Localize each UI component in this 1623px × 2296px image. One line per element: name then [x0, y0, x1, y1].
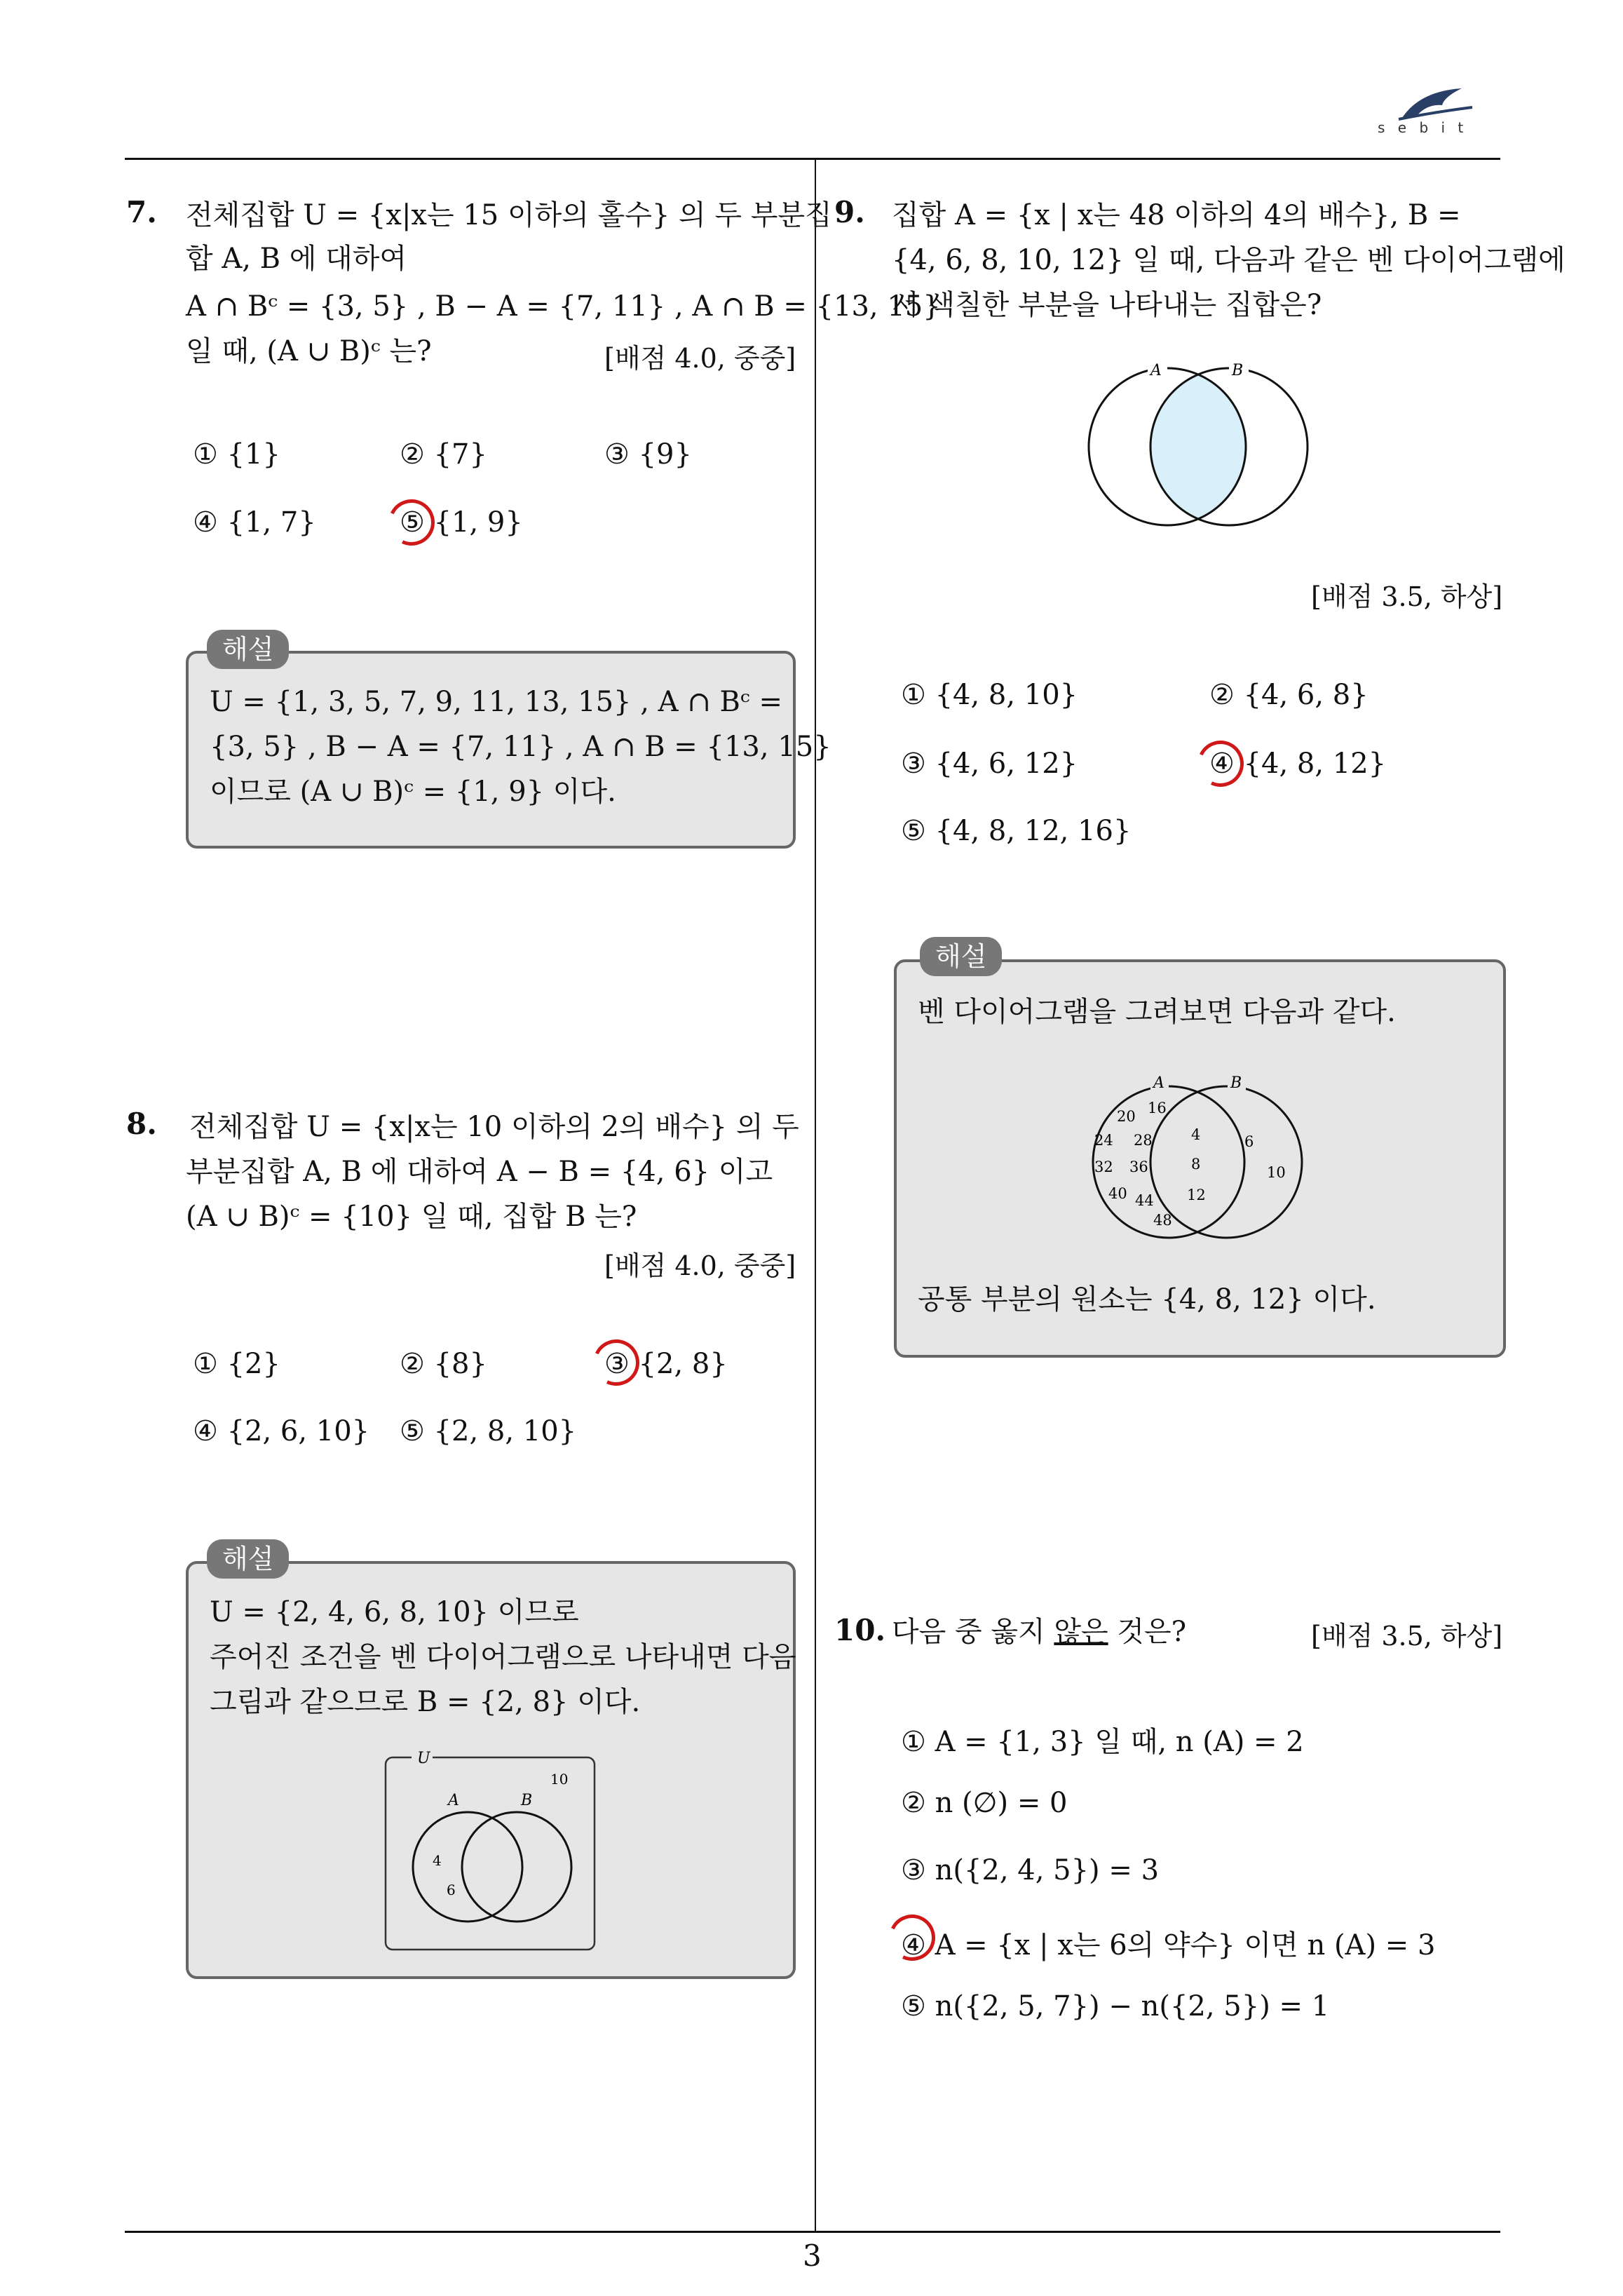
q9-sol-label-A: A — [1153, 1074, 1164, 1092]
q9-sol-a-only-5: 36 — [1129, 1159, 1148, 1175]
q8-venn-label-A: A — [448, 1792, 459, 1809]
q10-choice-2[interactable]: ② n (∅) = 0 — [901, 1787, 1068, 1819]
q8-solution-line-3: 그림과 같으므로 B = {2, 8} 이다. — [210, 1686, 641, 1718]
q9-sol-a-only-1: 16 — [1148, 1100, 1167, 1116]
q10-choice-4[interactable]: ④ A = {x | x는 6의 약수} 이면 n (A) = 3 — [901, 1929, 1436, 1961]
header-rule — [125, 158, 1500, 160]
q8-venn-label-B: B — [521, 1792, 533, 1809]
q8-solution-tag: 해설 — [207, 1539, 289, 1579]
q9-sol-b-only-0: 6 — [1244, 1133, 1254, 1150]
q8-line-3: (A ∪ B)ᶜ = {10} 일 때, 집합 B 는? — [186, 1201, 637, 1233]
q7-solution-line-1: U = {1, 3, 5, 7, 9, 11, 13, 15} , A ∩ Bᶜ = — [210, 686, 782, 718]
q9-sol-common-1: 8 — [1191, 1156, 1201, 1173]
q8-venn-a-only-1: 6 — [447, 1882, 456, 1898]
q9-answer-mark — [1191, 734, 1251, 794]
q10-choice-3[interactable]: ③ n({2, 4, 5}) = 3 — [901, 1854, 1160, 1886]
q7-choice-1[interactable]: ① {1} — [193, 438, 280, 471]
q9-choice-2[interactable]: ② {4, 6, 8} — [1209, 679, 1369, 711]
q9-sol-common-0: 4 — [1191, 1126, 1201, 1143]
q8-venn-outside: 10 — [550, 1771, 569, 1788]
q9-sol-a-only-8: 48 — [1153, 1212, 1172, 1229]
q10-stem-after: 것은? — [1108, 1616, 1187, 1648]
q9-sol-b-only-1: 10 — [1267, 1164, 1286, 1181]
q8-solution-line-1: U = {2, 4, 6, 8, 10} 이므로 — [210, 1596, 579, 1628]
q8-score: [배점 4.0, 중중] — [604, 1250, 796, 1281]
q10-stem-underlined: 않은 — [1054, 1616, 1108, 1648]
q7-choice-3[interactable]: ③ {9} — [604, 438, 692, 471]
q7-solution-line-2: {3, 5} , B − A = {7, 11} , A ∩ B = {13, 15} — [210, 731, 831, 763]
q9-solution-line-1: 벤 다이어그램을 그려보면 다음과 같다. — [918, 996, 1396, 1028]
q10-number: 10. — [834, 1613, 886, 1647]
q10-choice-1[interactable]: ① A = {1, 3} 일 때, n (A) = 2 — [901, 1726, 1304, 1758]
q7-score: [배점 4.0, 중중] — [604, 343, 796, 374]
q7-line-1: 전체집합 U = {x|x는 15 이하의 홀수} 의 두 부분집 — [186, 199, 832, 231]
q8-solution-venn-diagram — [383, 1748, 597, 1952]
column-divider — [815, 160, 816, 2232]
q9-sol-a-only-6: 40 — [1108, 1185, 1127, 1202]
q9-venn-diagram — [1069, 354, 1329, 533]
q7-solution-line-3: 이므로 (A ∪ B)ᶜ = {1, 9} 이다. — [210, 776, 616, 808]
logo-text: s e b i t — [1378, 119, 1468, 136]
q8-line-2: 부분집합 A, B 에 대하여 A − B = {4, 6} 이고 — [186, 1156, 773, 1188]
q8-venn-label-U: U — [417, 1750, 430, 1767]
footer-rule — [125, 2231, 1500, 2233]
q8-solution-line-2: 주어진 조건을 벤 다이어그램으로 나타내면 다음 — [210, 1641, 796, 1673]
q7-solution-box — [186, 651, 831, 849]
q9-sol-common-2: 12 — [1187, 1187, 1206, 1203]
q9-sol-label-B: B — [1230, 1074, 1242, 1092]
q8-choice-5[interactable]: ⑤ {2, 8, 10} — [400, 1415, 577, 1447]
q10-choice-5[interactable]: ⑤ n({2, 5, 7}) − n({2, 5}) = 1 — [901, 1990, 1330, 2022]
q9-choice-4[interactable]: ④ {4, 8, 12} — [1209, 748, 1387, 780]
q9-solution-box — [894, 959, 1506, 1358]
q9-sol-a-only-7: 44 — [1135, 1192, 1154, 1209]
q8-number: 8. — [126, 1107, 157, 1141]
q9-sol-a-only-4: 32 — [1094, 1159, 1113, 1175]
q9-venn-label-A: A — [1150, 362, 1162, 379]
q8-choice-1[interactable]: ① {2} — [193, 1348, 280, 1380]
q9-choice-3[interactable]: ③ {4, 6, 12} — [901, 748, 1078, 780]
q10-stem — [892, 1610, 1186, 1654]
q10-score: [배점 3.5, 하상] — [1311, 1621, 1503, 1652]
q7-choice-5[interactable]: ⑤ {1, 9} — [400, 506, 523, 539]
q7-choice-2[interactable]: ② {7} — [400, 438, 487, 471]
q8-venn-a-only-0: 4 — [433, 1852, 442, 1869]
page-number: 3 — [803, 2238, 822, 2273]
q7-line-4: 일 때, (A ∪ B)ᶜ 는? — [186, 335, 432, 367]
q7-choice-4[interactable]: ④ {1, 7} — [193, 506, 316, 539]
q9-venn-label-B: B — [1232, 362, 1244, 379]
q9-score: [배점 3.5, 하상] — [1311, 581, 1503, 612]
q8-choice-3[interactable]: ③ {2, 8} — [604, 1348, 728, 1380]
q9-sol-a-only-0: 20 — [1117, 1108, 1136, 1125]
q7-solution-tag: 해설 — [207, 630, 289, 669]
q9-choice-5[interactable]: ⑤ {4, 8, 12, 16} — [901, 815, 1132, 847]
q9-choice-1[interactable]: ① {4, 8, 10} — [901, 679, 1078, 711]
sebit-logo — [1378, 76, 1490, 139]
q9-line-2: {4, 6, 8, 10, 12} 일 때, 다음과 같은 벤 다이어그램에 — [892, 244, 1566, 276]
q9-sol-a-only-3: 28 — [1134, 1132, 1153, 1149]
q9-line-1: 집합 A = {x | x는 48 이하의 4의 배수}, B = — [892, 199, 1461, 231]
q8-line-1: 전체집합 U = {x|x는 10 이하의 2의 배수} 의 두 — [189, 1111, 799, 1143]
q9-number: 9. — [834, 195, 865, 229]
q7-number: 7. — [126, 195, 157, 229]
q10-stem-before: 다음 중 옳지 — [892, 1616, 1054, 1648]
q9-solution-tag: 해설 — [920, 937, 1002, 976]
q9-sol-a-only-2: 24 — [1094, 1132, 1113, 1149]
q8-answer-mark — [587, 1333, 646, 1393]
q7-line-3: A ∩ Bᶜ = {3, 5} , B − A = {7, 11} , A ∩ B = {13, 15} — [186, 290, 941, 323]
q8-solution-box — [186, 1561, 796, 1979]
q9-solution-line-2: 공통 부분의 원소는 {4, 8, 12} 이다. — [918, 1283, 1376, 1316]
q9-solution-venn-diagram — [1071, 1071, 1323, 1246]
q9-line-3: 서 색칠한 부분을 나타내는 집합은? — [892, 289, 1322, 321]
q7-line-2: 합 A, B 에 대하여 — [186, 243, 407, 275]
q7-answer-mark — [382, 493, 442, 553]
q8-choice-4[interactable]: ④ {2, 6, 10} — [193, 1415, 370, 1447]
q8-choice-2[interactable]: ② {8} — [400, 1348, 487, 1380]
